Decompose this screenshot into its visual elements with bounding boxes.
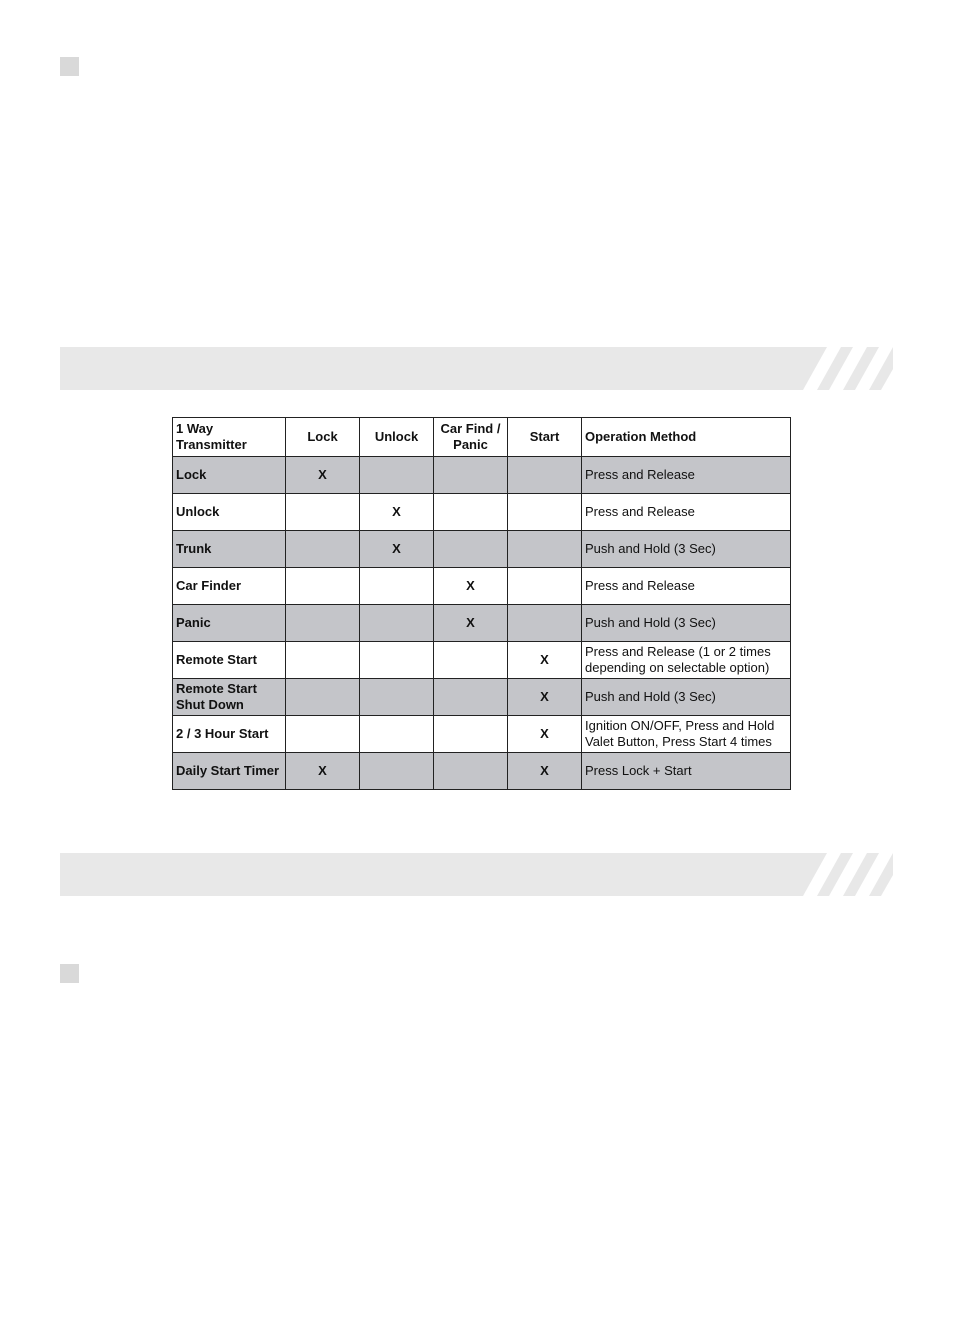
cell-car-find: X	[434, 605, 508, 642]
cell-method: Press and Release	[582, 568, 791, 605]
cell-lock	[286, 531, 360, 568]
table-row	[173, 605, 791, 642]
table-body	[173, 457, 791, 790]
cell-car-find	[434, 679, 508, 716]
header-unlock: Unlock	[360, 418, 434, 457]
cell-lock	[286, 642, 360, 679]
header-car-find-panic: Car Find / Panic	[434, 418, 508, 457]
cell-method: Press Lock + Start	[582, 753, 791, 790]
cell-unlock: X	[360, 494, 434, 531]
row-label: Panic	[173, 605, 286, 642]
cell-car-find	[434, 642, 508, 679]
cell-method: Press and Release	[582, 457, 791, 494]
cell-car-find: X	[434, 568, 508, 605]
cell-lock	[286, 716, 360, 753]
cell-unlock	[360, 716, 434, 753]
table-row	[173, 679, 791, 716]
row-label: 2 / 3 Hour Start	[173, 716, 286, 753]
cell-unlock	[360, 457, 434, 494]
cell-method: Ignition ON/OFF, Press and Hold Valet Button, Press Start 4 times	[582, 716, 791, 753]
section-bullet-bottom	[60, 964, 79, 983]
table-row	[173, 568, 791, 605]
cell-start	[508, 531, 582, 568]
cell-lock	[286, 494, 360, 531]
section-header-band-1	[60, 347, 893, 390]
cell-unlock: X	[360, 531, 434, 568]
cell-lock	[286, 679, 360, 716]
cell-lock	[286, 568, 360, 605]
cell-unlock	[360, 753, 434, 790]
table-row	[173, 753, 791, 790]
row-label: Car Finder	[173, 568, 286, 605]
stripe-decoration	[763, 347, 893, 390]
cell-lock: X	[286, 457, 360, 494]
cell-car-find	[434, 716, 508, 753]
stripe-decoration	[763, 853, 893, 896]
cell-start: X	[508, 753, 582, 790]
cell-car-find	[434, 457, 508, 494]
row-label: Trunk	[173, 531, 286, 568]
cell-method: Press and Release	[582, 494, 791, 531]
header-transmitter: 1 Way Transmitter	[173, 418, 286, 457]
row-label: Lock	[173, 457, 286, 494]
row-label: Remote Start Shut Down	[173, 679, 286, 716]
row-label: Remote Start	[173, 642, 286, 679]
header-operation-method: Operation Method	[582, 418, 791, 457]
table-row	[173, 531, 791, 568]
table-row	[173, 494, 791, 531]
cell-unlock	[360, 605, 434, 642]
cell-start: X	[508, 716, 582, 753]
table-row	[173, 457, 791, 494]
section-bullet-top	[60, 57, 79, 76]
transmitter-function-table-wrapper	[172, 417, 790, 790]
table-header-row	[173, 418, 791, 457]
cell-start: X	[508, 679, 582, 716]
cell-method: Press and Release (1 or 2 times depending on selectable option)	[582, 642, 791, 679]
cell-lock	[286, 605, 360, 642]
row-label: Daily Start Timer	[173, 753, 286, 790]
cell-unlock	[360, 568, 434, 605]
cell-start: X	[508, 642, 582, 679]
cell-car-find	[434, 753, 508, 790]
cell-lock: X	[286, 753, 360, 790]
section-header-band-2	[60, 853, 893, 896]
cell-car-find	[434, 531, 508, 568]
cell-start	[508, 568, 582, 605]
cell-car-find	[434, 494, 508, 531]
transmitter-function-table	[172, 417, 791, 790]
row-label: Unlock	[173, 494, 286, 531]
cell-start	[508, 457, 582, 494]
cell-method: Push and Hold (3 Sec)	[582, 531, 791, 568]
header-start: Start	[508, 418, 582, 457]
table-row	[173, 716, 791, 753]
cell-start	[508, 494, 582, 531]
table-row	[173, 642, 791, 679]
cell-method: Push and Hold (3 Sec)	[582, 679, 791, 716]
cell-unlock	[360, 642, 434, 679]
cell-start	[508, 605, 582, 642]
cell-method: Push and Hold (3 Sec)	[582, 605, 791, 642]
header-lock: Lock	[286, 418, 360, 457]
cell-unlock	[360, 679, 434, 716]
